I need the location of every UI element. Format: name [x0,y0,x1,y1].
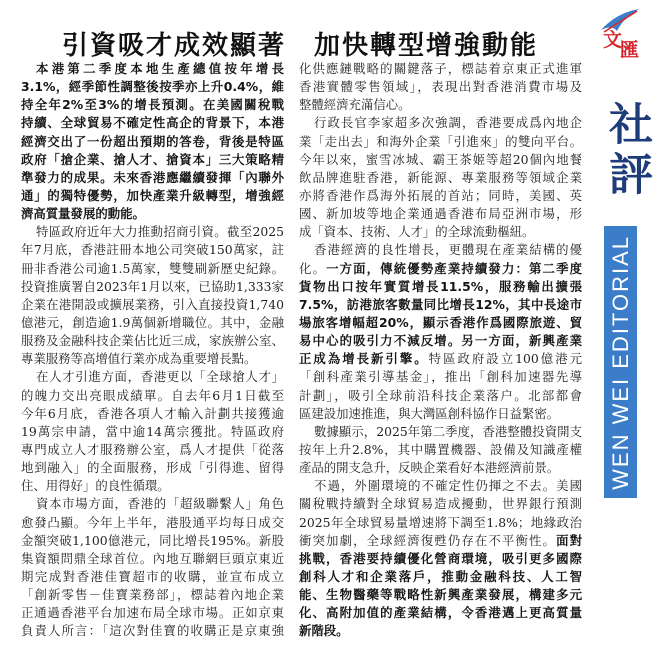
paragraph [299,423,582,477]
text-run: 產品的開支急升，反映企業看好本港經濟前景。 [299,460,560,476]
text-line [21,223,284,241]
text-run: 企業在港開設或擴展業務，引入直接投資1,740 [21,296,284,312]
text-line [21,495,284,513]
text-line [21,314,284,332]
text-run: 年7月底，香港註冊本地公司突破150萬家，註 [21,242,284,258]
paragraph [299,241,582,422]
text-line [21,477,284,495]
text-line [21,78,284,96]
text-line [21,96,284,114]
text-run: 今年以來，蜜雪冰城、霸王茶姬等超20個內地餐 [299,151,582,167]
text-line [21,60,284,78]
text-line [299,441,582,459]
text-line [299,568,582,586]
text-line [21,278,284,296]
paragraph [299,60,582,114]
text-run: 整體經濟充滿信心。 [299,97,411,113]
text-run: 衝突加劇，全球經濟復甦仍存在不平衡性。 [299,532,557,548]
logo-char: 文 [603,29,623,51]
text-line [21,296,284,314]
text-line [21,187,284,205]
text-line [299,477,582,495]
text-run: 負責人所言：「這次對佳寶的收購正是京東強 [21,623,284,639]
text-line [21,241,284,259]
text-line [21,586,284,604]
text-run: 「創新零售－佳寶業務部」，標誌着內地企業 [21,587,284,603]
banner-text: WEN WEI EDITORIAL [608,234,633,490]
bold-text-run: 通」的獨特優勢，加快產業升級轉型，增強經 [21,187,284,203]
text-run: 住、用得好」的良性循環。 [21,478,170,494]
text-line [21,387,284,405]
text-line [21,368,284,386]
bold-text-run: 經濟交出了一份超出預期的答卷，背後是特區 [21,133,284,149]
text-line [299,532,582,550]
text-line [299,260,582,278]
text-run: 業「走出去」和海外企業「引進來」的雙向平台。 [299,133,582,149]
text-run: 區建設加速推進，與大灣區創科協作日益緊密。 [299,405,560,421]
bold-text-run: 準發力的成果。未來香港應繼續發揮「內聯外 [21,169,284,185]
text-line [21,423,284,441]
bold-text-run: 7.5%，訪港旅客數量同比增長12%，其中長途市 [299,296,582,312]
text-line [299,60,582,78]
text-run: 飲品牌進駐香港，新能源、專業服務等領域企業 [299,169,582,185]
bold-text-run: 濟高質量發展的動能。 [21,206,145,222]
text-line [21,205,284,223]
text-run: 數據顯示，2025年第二季度，香港整體投資開支 [314,423,582,439]
text-run: 冊非香港公司逾1.5萬家，雙雙刷新歷史紀錄。 [21,260,284,276]
bold-text-run: 3.1%，經季節性調整後按季亦上升0.4%，維 [21,79,284,95]
text-line [299,550,582,568]
paragraph [299,114,582,241]
text-line [299,586,582,604]
text-line [299,278,582,296]
text-run: 資本市場方面，香港的「超級聯繫人」角色 [36,496,284,512]
text-line [299,495,582,513]
bold-text-run: 挑戰，香港要持續優化營商環境，吸引更多國際 [299,550,582,566]
section-title: 社評 [601,101,652,201]
text-run: 億港元，創造逾1.9萬個新增職位。其中，金融 [21,314,284,330]
text-run: 期完成對香港佳寶超市的收購，並宣布成立 [21,568,284,584]
text-run: 金額突破1,100億港元，同比增長195%。新股 [21,532,284,548]
text-run: 地到融入」的全面服務，形成「引得進、留得 [21,460,284,476]
text-line [21,532,284,550]
text-run: 按年上升2.8%，其中購置機器、設備及知識產權 [299,441,582,457]
text-line [299,205,582,223]
text-run: 今年6月底，香港各項人才輸入計劃共接獲逾 [21,405,284,421]
text-line [299,114,582,132]
text-run: 「創科產業引導基金」，推出「創科加速器先導 [299,369,582,385]
text-run: 香港經濟的良性增長，更體現在產業結構的優 [314,242,582,258]
text-run: 化供應鏈戰略的關鍵落子，標誌着京東正式進軍 [299,61,582,76]
text-run: 香港實體零售領域」，表現出對香港消費市場及 [299,79,582,95]
text-line [299,368,582,386]
paragraph [21,223,284,368]
text-run: 的魄力交出亮眼成績單。自去年6月1日截至 [21,387,284,403]
text-line [21,514,284,532]
paragraph [21,60,284,223]
text-run: 專業服務等高增值行業亦成為重要增長點。 [21,351,257,367]
bold-text-run: 持全年2%至3%的增長預測。在美國關稅戰 [21,97,284,113]
text-run: 服務及金融科技企業佔比近三成，家族辦公室、 [21,333,284,349]
text-run: 2025年全球貿易量增速將下調至1.8%；地緣政治 [299,514,582,530]
text-line [299,133,582,151]
text-column-left [21,60,284,641]
text-line [299,314,582,332]
text-line [299,241,582,259]
text-line [299,604,582,622]
text-run: 計劃」，吸引全球前沿科技企業落户。北部都會 [299,387,582,403]
text-line [21,332,284,350]
text-run: 國、新加坡等地企業通過香港布局亞洲市場，形 [299,206,582,222]
text-run: 投資推廣署自2023年1月以來，已協助1,333家 [21,278,284,294]
bold-text-run: 創科人才和企業落戶，推動金融科技、人工智 [299,568,582,584]
text-line [21,441,284,459]
bold-text-run: 持續、全球貿易不確定性高企的背景下，本港 [21,115,284,131]
text-line [299,459,582,477]
text-run: 愈發凸顯。今年上半年，港股通平均每日成交 [21,514,284,530]
text-line [299,187,582,205]
text-line [21,550,284,568]
text-line [299,169,582,187]
text-line [299,514,582,532]
text-line [21,114,284,132]
text-line [21,133,284,151]
text-line [299,405,582,423]
text-run: 行政長官李家超多次強調，香港要成爲內地企 [314,115,582,131]
text-run: 集資額問鼎全球首位。內地互聯網巨頭京東近 [21,550,284,566]
text-line [21,350,284,368]
text-run: 成「資本、技術、人才」的全球流動樞紐。 [299,224,535,240]
text-line [299,423,582,441]
bold-text-run: 政府「搶企業、搶人才、搶資本」三大策略精 [21,151,284,167]
text-run: 亦將香港作爲海外拓展的首站；同時，美國、英 [299,187,582,203]
text-line [299,151,582,169]
text-run: 在人才引進方面，香港更以「全球搶人才」 [36,369,284,385]
bold-text-run: 能、生物醫藥等戰略性新興產業發展，構建多元 [299,587,582,603]
text-line [299,622,582,640]
text-line [299,78,582,96]
text-line [299,296,582,314]
text-line [21,568,284,586]
text-run: 特區政府設立100億港元 [428,351,582,367]
bold-text-run: 面對 [556,532,583,548]
text-run: 正通過香港平台加速布局全球市場。正如京東 [21,605,284,621]
text-line [299,387,582,405]
text-line [21,260,284,278]
text-line [21,622,284,640]
text-line [299,332,582,350]
bold-text-run: 本港第二季度本地生產總值按年增長 [36,61,284,76]
bold-text-run: 貨物出口按年實質增長11.5%，服務輸出擴張 [299,278,582,294]
text-line [21,151,284,169]
logo-char: 匯 [620,39,640,61]
text-run: 特區政府近年大力推動招商引資。截至2025 [36,224,284,240]
bold-text-run: 化、高附加值的產業結構，令香港邁上更高質量 [299,605,582,621]
bold-text-run: 正成為增長新引擎。 [299,351,429,367]
text-run: 19萬宗申請，當中逾14萬宗獲批。特區政府 [21,423,284,439]
paragraph [21,495,284,640]
text-line [21,405,284,423]
text-line [299,223,582,241]
bold-text-run: 一方面，傳統優勢產業持續發力：第二季度 [326,260,583,276]
text-line [21,459,284,477]
paragraph [21,368,284,495]
text-line [21,604,284,622]
editorial-banner [604,226,637,498]
bold-text-run: 新階段。 [299,623,349,639]
text-line [299,96,582,114]
headline: 引資吸才成效顯著 加快轉型增強動能 [61,31,538,62]
text-run: 關稅戰持續對全球貿易造成擾動，世界銀行預測 [299,496,582,512]
text-line [21,169,284,187]
text-line [299,350,582,368]
text-run: 化。 [299,260,327,276]
bold-text-run: 易中心的吸引力不減反增。另一方面，新興產業 [299,333,582,349]
text-run: 不過，外圍環境的不確定性仍揮之不去。美國 [314,478,582,494]
paragraph [299,477,582,640]
text-column-right [299,60,582,641]
bold-text-run: 場旅客增幅超20%，顯示香港作爲國際旅遊、貿 [299,314,582,330]
text-run: 專門成立人才服務辦公室，爲人才提供「從落 [21,441,284,457]
